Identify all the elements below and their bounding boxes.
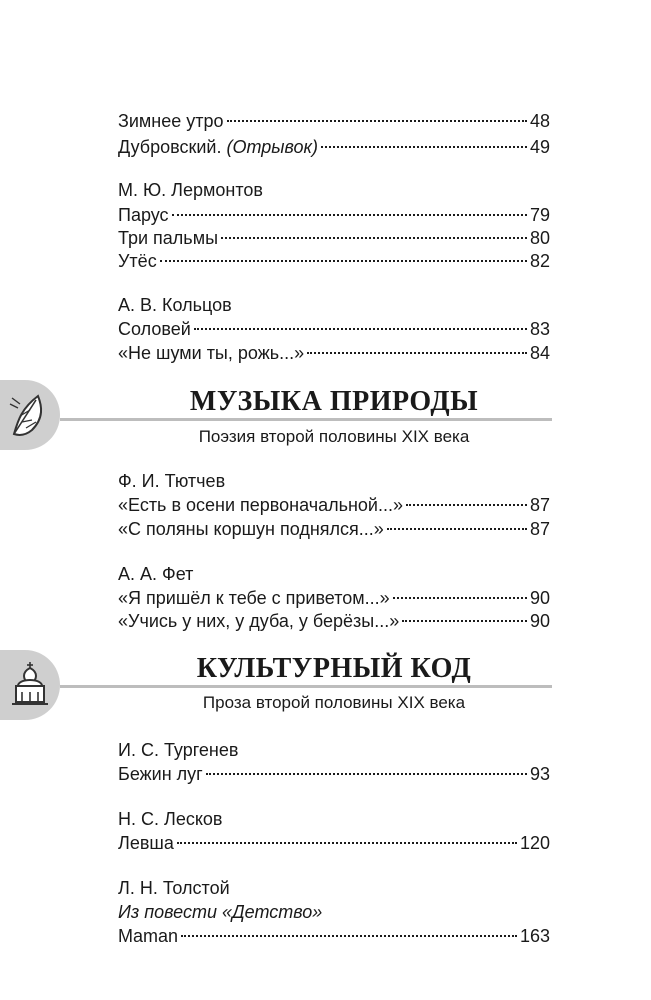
section-tab (0, 650, 60, 720)
toc-entry[interactable] (118, 922, 550, 950)
entry-title: Парус (118, 205, 169, 225)
entry-title: «Не шуми ты, рожь...» (118, 343, 305, 363)
dot-leader (393, 597, 527, 599)
dot-leader (221, 237, 527, 239)
entry-title: Maman (118, 926, 179, 946)
author-name: А. В. Кольцов (118, 295, 232, 315)
entry-title: «Я пришёл к тебе с приветом...» (118, 588, 390, 608)
section-subtitle: Поэзия второй половины XIX века (198, 427, 470, 446)
author-name: А. А. Фет (118, 564, 194, 584)
entry-title-italic: (Отрывок) (226, 137, 319, 157)
entry-title: Утёс (118, 251, 157, 271)
entry-page: 87 (529, 495, 550, 515)
entry-page: 87 (529, 519, 550, 539)
domed-building-icon (8, 660, 52, 710)
dot-leader (321, 146, 527, 148)
author-name: М. Ю. Лермонтов (118, 180, 263, 200)
entry-page: 84 (529, 343, 550, 363)
dot-leader (172, 214, 527, 216)
entry-page: 90 (529, 611, 550, 631)
entry-page: 82 (529, 251, 550, 271)
dot-leader (227, 120, 527, 122)
author-name: Л. Н. Толстой (118, 878, 230, 898)
dot-leader (387, 528, 527, 530)
dot-leader (206, 773, 527, 775)
entry-page: 93 (529, 764, 550, 784)
entry-title (118, 133, 318, 161)
section-subtitle: Проза второй половины XIX века (202, 693, 466, 712)
entry-title: Соловей (118, 319, 191, 339)
entry-title: Зимнее утро (118, 111, 224, 131)
entry-title: «Есть в осени первоначальной...» (118, 495, 404, 515)
dot-leader (406, 504, 527, 506)
entry-page: 80 (529, 228, 550, 248)
entry-page: 90 (529, 588, 550, 608)
section-divider (60, 685, 552, 688)
entry-page: 83 (529, 319, 550, 339)
section-divider (60, 418, 552, 421)
entry-page: 163 (519, 926, 550, 946)
dot-leader (160, 260, 527, 262)
entry-page: 120 (519, 833, 550, 853)
entry-page: 48 (529, 111, 550, 131)
dot-leader (307, 352, 527, 354)
entry-page: 79 (529, 205, 550, 225)
toc-entry[interactable] (118, 107, 550, 135)
entry-page: 49 (529, 137, 550, 157)
leaf-icon (8, 390, 52, 440)
author-name: Н. С. Лесков (118, 809, 223, 829)
toc-entry[interactable] (118, 829, 550, 857)
toc-entry[interactable] (118, 133, 550, 161)
toc-entry[interactable] (118, 607, 550, 635)
entry-title: «Учись у них, у дуба, у берёзы...» (118, 611, 400, 631)
toc-entry[interactable] (118, 760, 550, 788)
entry-title: Бежин луг (118, 764, 203, 784)
toc-entry[interactable] (118, 515, 550, 543)
dot-leader (177, 842, 517, 844)
section-title: КУЛЬТУРНЫЙ КОД (196, 653, 472, 684)
toc-entry[interactable] (118, 247, 550, 275)
work-note: Из повести «Детство» (118, 902, 323, 922)
author-name: И. С. Тургенев (118, 740, 239, 760)
entry-title: Левша (118, 833, 174, 853)
dot-leader (194, 328, 527, 330)
dot-leader (181, 935, 517, 937)
entry-title-text: Дубровский. (118, 137, 227, 157)
entry-title: «С поляны коршун поднялся...» (118, 519, 384, 539)
author-name: Ф. И. Тютчев (118, 471, 226, 491)
dot-leader (402, 620, 527, 622)
section-tab (0, 380, 60, 450)
toc-entry[interactable] (118, 339, 550, 367)
section-title: МУЗЫКА ПРИРОДЫ (189, 386, 479, 417)
entry-title: Три пальмы (118, 228, 219, 248)
